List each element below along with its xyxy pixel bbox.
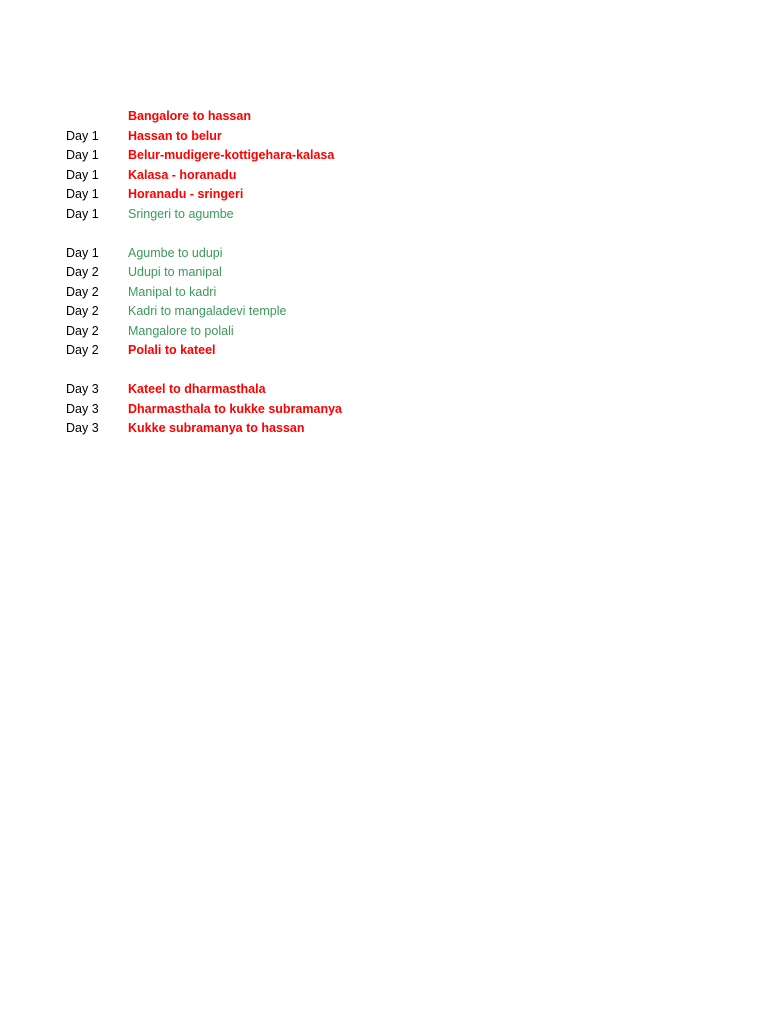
route-label: Kateel to dharmasthala [128, 382, 266, 396]
day-label: Day 1 [66, 245, 99, 260]
route-label: Kukke subramanya to hassan [128, 421, 305, 435]
route-label: Kalasa - horanadu [128, 167, 237, 182]
day-label: Day 1 [66, 148, 99, 162]
itinerary-row [0, 283, 768, 303]
route-label: Sringeri to agumbe [128, 206, 234, 221]
day-label: Day 3 [66, 401, 99, 416]
route-label: Bangalore to hassan [128, 109, 251, 123]
day-label: Day 2 [66, 323, 99, 338]
route-label: Manipal to kadri [128, 284, 217, 299]
itinerary-row [0, 127, 768, 147]
day-label: Day 1 [66, 128, 99, 143]
itinerary-row [0, 341, 768, 361]
day-label: Day 2 [66, 304, 99, 318]
itinerary-row [0, 205, 768, 225]
itinerary-row [0, 146, 768, 166]
route-label: Udupi to manipal [128, 265, 222, 279]
route-label: Mangalore to polali [128, 323, 234, 338]
route-label: Agumbe to udupi [128, 245, 223, 260]
route-label: Horanadu - sringeri [128, 187, 244, 201]
route-label: Polali to kateel [128, 343, 216, 357]
route-label: Belur-mudigere-kottigehara-kalasa [128, 148, 335, 162]
itinerary-row [0, 400, 768, 420]
itinerary-row [0, 244, 768, 264]
day-label: Day 1 [66, 167, 99, 182]
itinerary-row [0, 263, 768, 283]
itinerary-row [0, 107, 768, 127]
day-label: Day 2 [66, 343, 99, 357]
itinerary-row [0, 322, 768, 342]
itinerary-row [0, 419, 768, 439]
route-label: Dharmasthala to kukke subramanya [128, 401, 342, 416]
day-label: Day 1 [66, 187, 99, 201]
day-label: Day 2 [66, 284, 99, 299]
day-label: Day 3 [66, 382, 99, 396]
itinerary-row [0, 185, 768, 205]
day-label: Day 2 [66, 265, 99, 279]
itinerary-row [0, 166, 768, 186]
itinerary-row [0, 380, 768, 400]
itinerary-row [0, 302, 768, 322]
route-label: Kadri to mangaladevi temple [128, 304, 287, 318]
route-label: Hassan to belur [128, 128, 222, 143]
day-label: Day 1 [66, 206, 99, 221]
day-label: Day 3 [66, 421, 99, 435]
